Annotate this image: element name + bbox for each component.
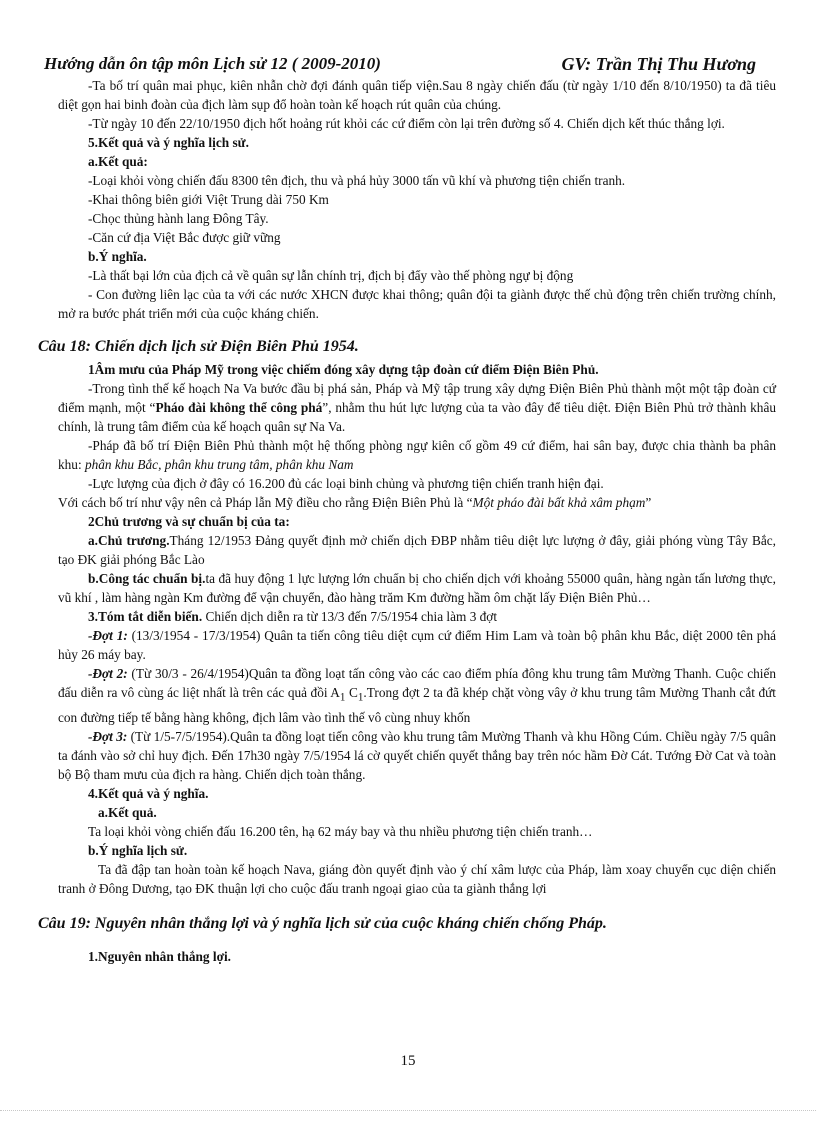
page-bottom-divider — [0, 1110, 816, 1111]
italic-quote: Một pháo đài bất khả xâm phạm — [472, 495, 646, 510]
paragraph — [58, 727, 776, 784]
question-19-title: Câu 19: Nguyên nhân thắng lợi và ý nghĩa lịch sử của cuộc kháng chiến chống Pháp. — [38, 914, 607, 932]
section-heading: 1.Nguyên nhân thắng lợi. — [88, 948, 231, 964]
paragraph — [58, 493, 776, 512]
paragraph — [58, 607, 776, 626]
page-number: 15 — [400, 1053, 416, 1069]
paragraph: Ta loại khỏi vòng chiến đấu 16.200 tên, hạ 62 máy bay và thu nhiều phương tiện chiến tranh… — [88, 823, 593, 839]
paragraph — [58, 664, 776, 727]
text: Chiến dịch diễn ra từ 13/3 đến 7/5/1954 chia làm 3 đợt — [202, 609, 498, 624]
label-bold: a.Chủ trương. — [88, 533, 170, 548]
list-item: -Căn cứ địa Việt Bắc được giữ vững — [88, 230, 281, 245]
quote-bold: Pháo đài không thể công phá — [155, 400, 323, 415]
text: C — [345, 685, 358, 700]
section-heading: 4.Kết quả và ý nghĩa. — [88, 785, 209, 801]
subsection-heading: a.Kết quả. — [98, 804, 157, 820]
phase-label: -Đợt 2: — [88, 666, 128, 681]
subscript: 1 — [357, 691, 364, 704]
text: -Trong tình thế kế hoạch Na Va bước đầu bị phá sản, Pháp và Mỹ tập trung xây dựng Điện Biên Phủ thành một một tập đoàn cứ điểm mạnh, một “ — [58, 381, 776, 415]
header-teacher: GV: Trần Thị Thu Hương — [561, 54, 756, 74]
subsection-heading: b.Ý nghĩa lịch sử. — [88, 842, 188, 858]
subscript: 1 — [339, 691, 346, 704]
paragraph — [58, 379, 776, 436]
list-item: -Loại khỏi vòng chiến đấu 8300 tên địch, thu và phá hủy 3000 tấn vũ khí và phương tiện chiến tranh. — [88, 173, 626, 188]
paragraph — [58, 569, 776, 607]
text: Tháng 12/1953 Đảng quyết định mở chiến dịch ĐBP nhằm tiêu diệt lực lượng ở đây, giải phóng vùng Tây Bắc, tạo ĐK giải phóng Bắc Lào — [58, 533, 776, 567]
paragraph: -Từ ngày 10 đến 22/10/1950 địch hốt hoảng rút khỏi các cứ điểm còn lại trên đường số 4. Chiến dịch kết thúc thắng lợi. — [88, 116, 725, 131]
text: (Từ 1/5-7/5/1954).Quân ta đồng loạt tiến công vào khu trung tâm Mường Thanh và khu Hồng Cúm. Chiều ngày 7/5 quân ta đánh vào sở chỉ huy địch. Đến 17h30 ngày 7/5/1954 lá cờ quyết chiến quyết thắng bay trên nóc hầm Đờ Cát. Tướng Đờ Cat và toàn bộ Bộ tham mưu của địch ra hàng. Chiến dịch toàn thắng. — [58, 728, 776, 782]
text: Với cách bố trí như vậy nên cả Pháp lẫn Mỹ điều cho rằng Điện Biên Phủ là “ — [58, 495, 473, 510]
paragraph — [58, 626, 776, 664]
text: (13/3/1954 - 17/3/1954) Quân ta tiến công tiêu diệt cụm cứ điểm Him Lam và toàn bộ phân khu Bắc, diệt 2000 tên phá hủy 26 máy bay. — [58, 628, 776, 662]
page-content — [38, 76, 777, 966]
subsection-heading: a.Kết quả: — [88, 154, 148, 169]
label-bold: b.Công tác chuẩn bị. — [88, 571, 206, 586]
section-heading: 1Âm mưu của Pháp Mỹ trong việc chiếm đóng xây dựng tập đoàn cứ điểm Điện Biên Phủ. — [88, 362, 599, 377]
text: .Trong đợt 2 ta đã khép chặt vòng vây ở khu trung tâm Mường Thanh cắt đứt con đường tiếp tế bằng hàng không, địch lâm vào tình thế vô cùng nhuy khốn — [58, 685, 776, 725]
text: (Từ 30/3 - 26/4/1954)Quân ta đồng loạt tấn công vào các cao điểm phía đông khu trung tâm Mường Thanh. Cuộc chiến đấu diễn ra vô cùng ác liệt nhất là trên các quả đồi A — [58, 666, 776, 700]
text: ” — [645, 495, 652, 510]
italic-text: phân khu Bắc, phân khu trung tâm, phân khu Nam — [84, 457, 354, 472]
text: -Pháp đã bố trí Điện Biên Phủ thành một hệ thống phòng ngự kiên cố gồm 49 cứ điểm, hai sân bay, được chia thành ba phân khu: — [58, 438, 776, 472]
paragraph: -Ta bố trí quân mai phục, kiên nhẫn chờ đợi đánh quân tiếp viện.Sau 8 ngày chiến đấu (từ ngày 1/10 đến 8/10/1950) ta đã tiêu diệt gọn hai binh đoàn của địch làm sụp đổ hoàn toàn kế hoạch rút quân của chúng. — [58, 78, 776, 112]
page-header — [44, 54, 756, 78]
subsection-heading: b.Ý nghĩa. — [88, 249, 147, 264]
section-heading: 5.Kết quả và ý nghĩa lịch sử. — [88, 135, 249, 150]
list-item: - Con đường liên lạc của ta với các nước XHCN được khai thông; quân đội ta giành được thế chủ động trên chiến trường chính, mở ra bước phát triển mới của cuộc kháng chiến. — [58, 287, 776, 321]
text: ”, nhằm thu hút lực lượng của ta vào đây để tiêu diệt. Điện Biên Phủ trở thành khâu chính, là trung tâm điểm của kế hoạch quân sự Na Va. — [58, 400, 776, 434]
header-course-title: Hướng dẫn ôn tập môn Lịch sử 12 ( 2009-2010) — [44, 54, 381, 73]
text: ta đã huy động 1 lực lượng lớn chuẩn bị cho chiến dịch với khoảng 55000 quân, hàng ngàn tấn lương thực, vũ khí , làm hàng ngàn Km đường để vận chuyển, đào hàng trăm Km đường hầm ôm chặt lấy Điện Biên Phủ… — [58, 571, 777, 605]
section-heading: 3.Tóm tắt diễn biến. — [88, 609, 203, 624]
phase-label: -Đợt 3: — [88, 728, 128, 744]
paragraph: -Lực lượng của địch ở đây có 16.200 đủ các loại binh chủng và phương tiện chiến tranh hiện đại. — [88, 476, 604, 491]
paragraph — [58, 436, 776, 474]
paragraph: Ta đã đập tan hoàn toàn kế hoạch Nava, giáng đòn quyết định vào ý chí xâm lược của Pháp, làm xoay chuyển cục diện chiến tranh ở Đông Dương, tạo ĐK thuận lợi cho cuộc đấu tranh ngoại giao của ta giành thắng lợi — [58, 861, 776, 896]
phase-label: -Đợt 1: — [88, 628, 128, 643]
question-18-title: Câu 18: Chiến dịch lịch sử Điện Biên Phủ 1954. — [38, 338, 359, 355]
list-item: -Chọc thủng hành lang Đông Tây. — [88, 211, 269, 226]
section-heading: 2Chủ trương và sự chuẩn bị của ta: — [88, 514, 290, 529]
list-item: -Là thất bại lớn của địch cả về quân sự lẫn chính trị, địch bị đẩy vào thế phòng ngự bị động — [88, 268, 574, 283]
list-item: -Khai thông biên giới Việt Trung dài 750 Km — [88, 192, 329, 207]
paragraph — [58, 531, 776, 569]
